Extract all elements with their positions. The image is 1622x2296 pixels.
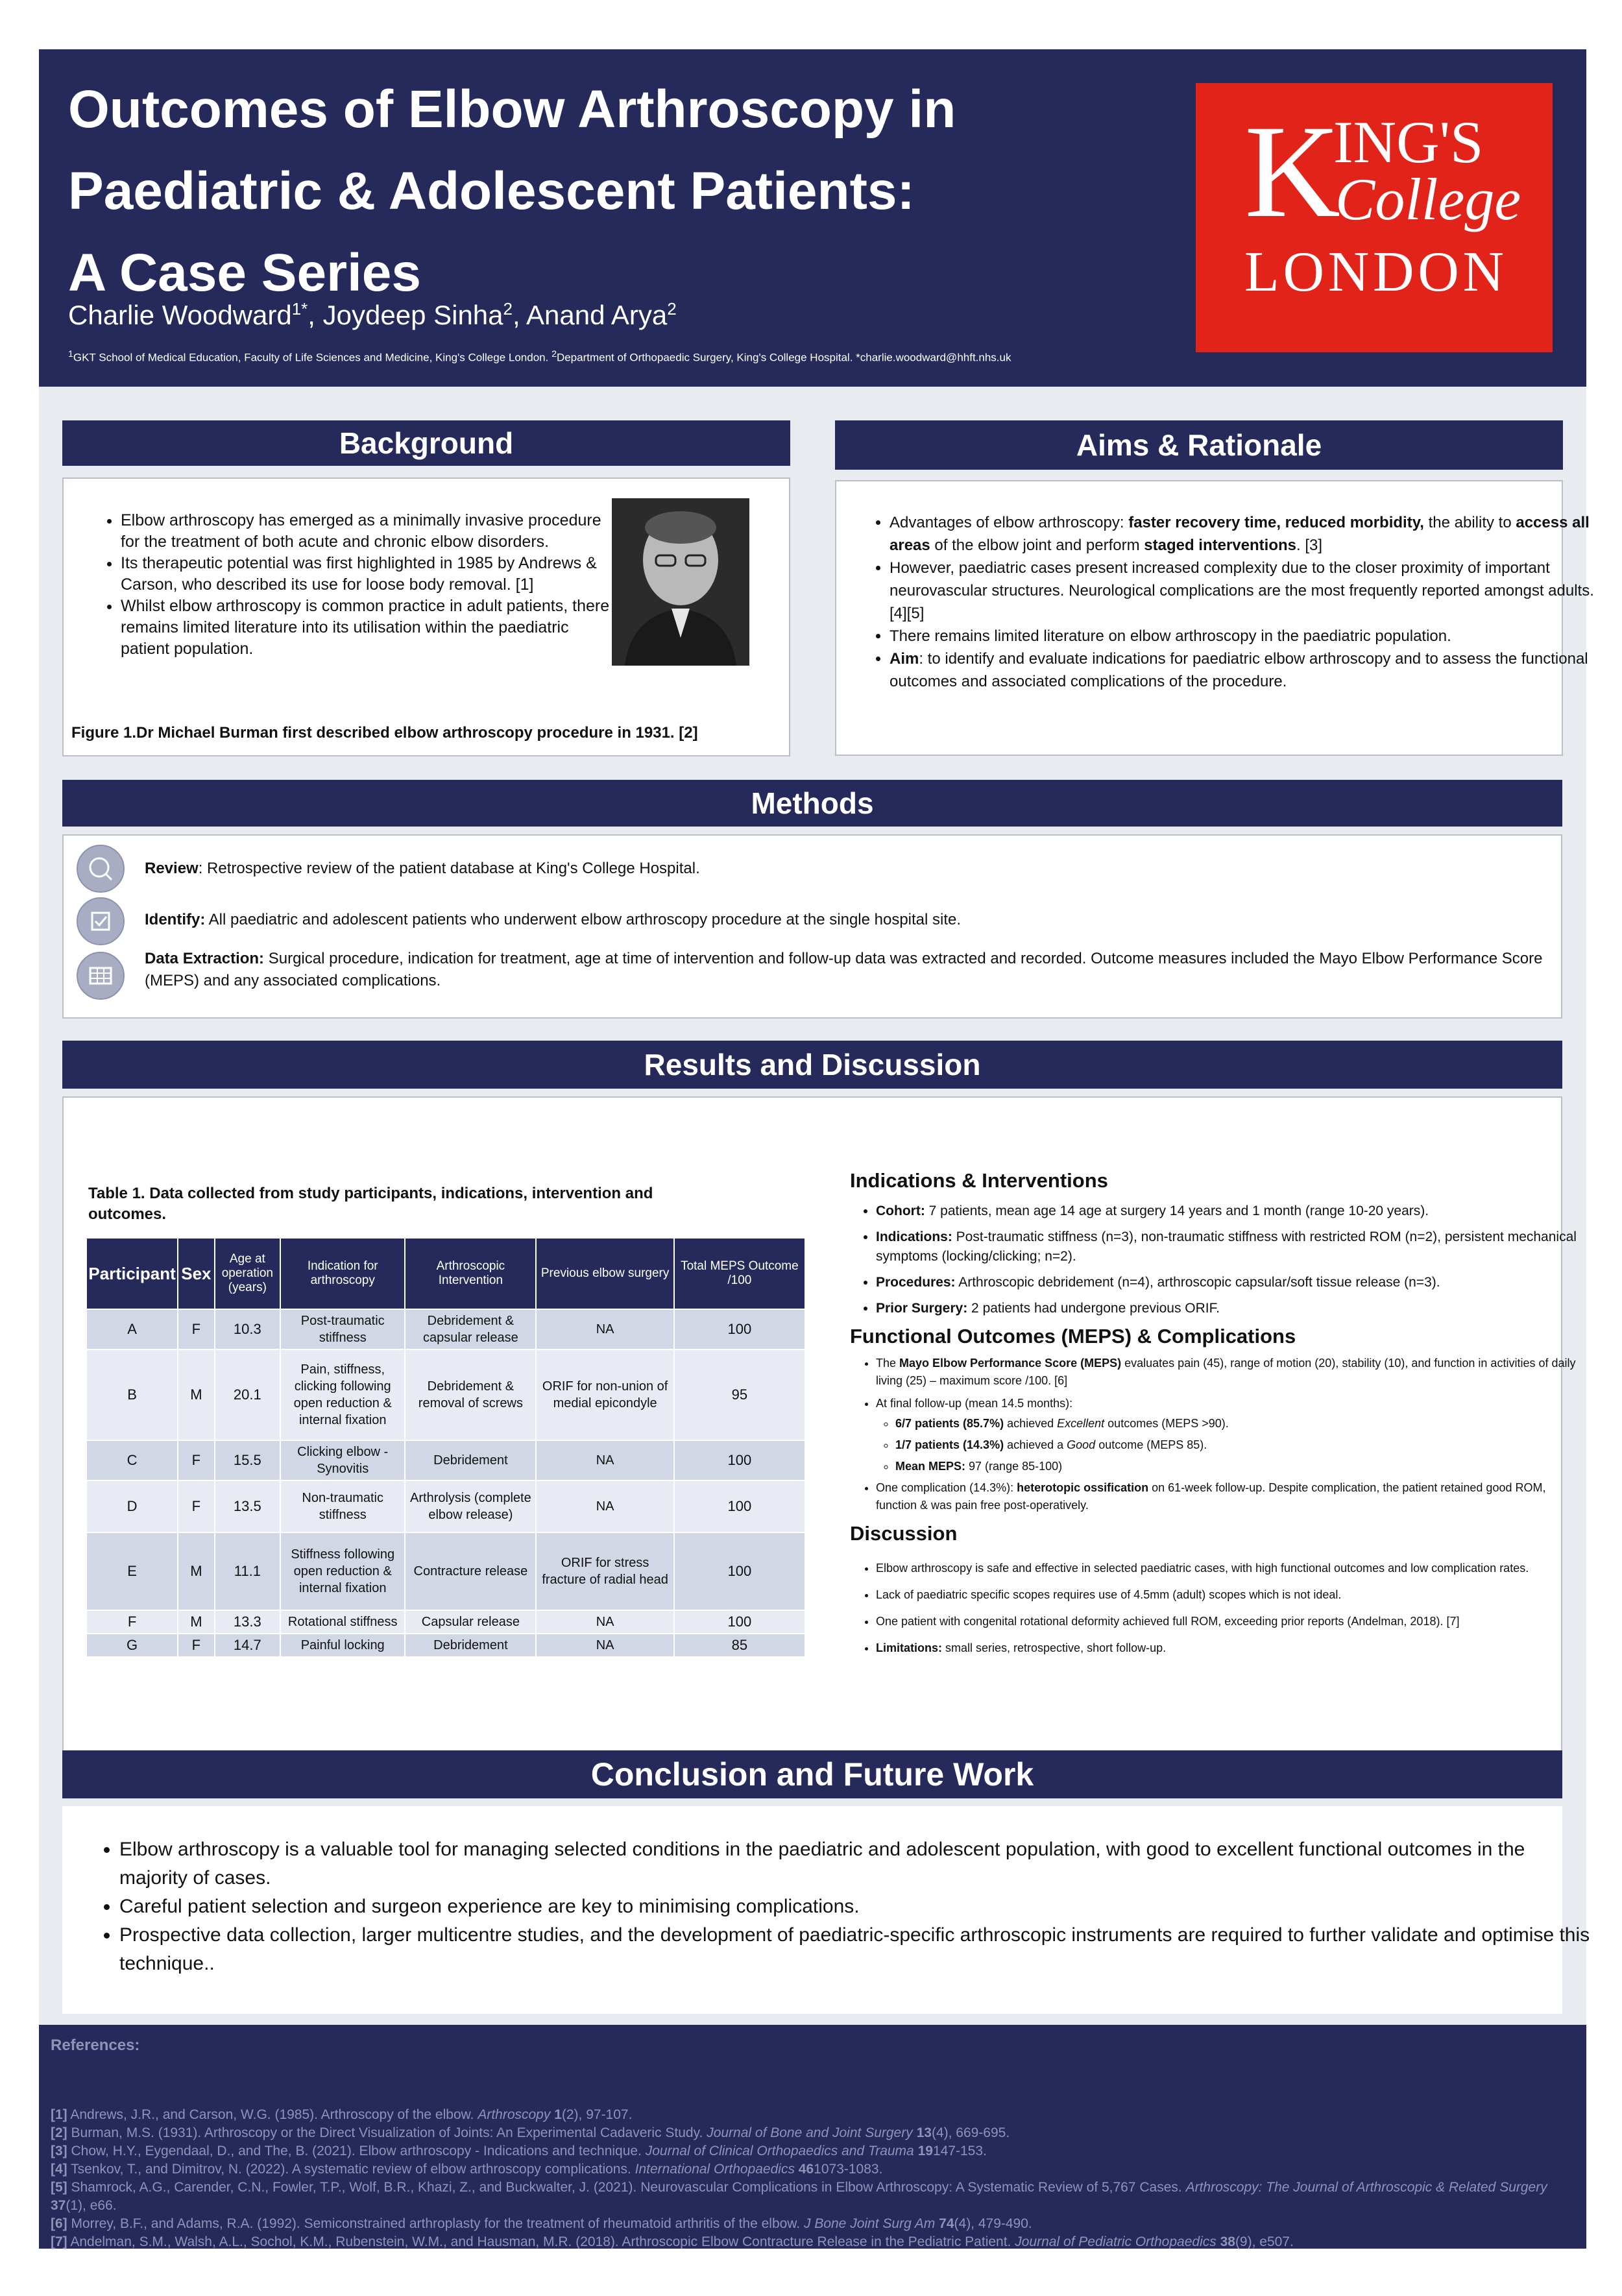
reference-item: [4] Tsenkov, T., and Dimitrov, N. (2022). A systematic review of elbow arthroscopy complications. International Orthopaedics 461073-1083.: [51, 2162, 883, 2177]
table-cell: 20.1: [215, 1349, 281, 1440]
list-item: • Aim: to identify and evaluate indications for paediatric elbow arthroscopy and to assess the functional outcomes and associated complications of the procedure.: [890, 647, 1606, 693]
methods-row: [77, 845, 1582, 897]
author-name: Joydeep Sinha: [322, 300, 503, 330]
table-cell: 14.7: [215, 1634, 281, 1657]
list-item: • Procedures: Arthroscopic debridement (n=4), arthroscopic capsular/soft tissue release (n=3).: [876, 1273, 1577, 1292]
table-cell: 15.5: [215, 1440, 281, 1480]
table-cell: 100: [674, 1610, 805, 1634]
table-cell: NA: [536, 1634, 673, 1657]
list-item: • Prior Surgery: 2 patients had undergone previous ORIF.: [876, 1299, 1577, 1318]
author-sup: 2: [503, 299, 513, 319]
logo-college: College: [1335, 166, 1521, 232]
references-list: [51, 2106, 1569, 2251]
list-item: • Indications: Post-traumatic stiffness (n=3), non-traumatic stiffness with restricted ROM (n=2), persistent mechanical symptoms (locking/clicking; n=2).: [876, 1227, 1577, 1266]
functional-outcomes-list: [850, 1355, 1577, 1514]
table-cell: F: [178, 1440, 214, 1480]
author-name: Anand Arya: [526, 300, 668, 330]
table-cell: F: [86, 1610, 178, 1634]
aims-panel: [835, 480, 1594, 756]
table-cell: E: [86, 1532, 178, 1610]
table-cell: 11.1: [215, 1532, 281, 1610]
table-cell: 13.5: [215, 1480, 281, 1532]
indications-list: [850, 1202, 1577, 1318]
results-panel: [62, 1096, 1577, 1763]
figure-caption: Figure 1.Dr Michael Burman first described elbow arthroscopy procedure in 1931. [2]: [71, 724, 698, 742]
background-heading: Background: [62, 420, 790, 466]
table-cell: F: [178, 1480, 214, 1532]
col-header: Previous elbow surgery: [536, 1238, 673, 1309]
col-header: Total MEPS Outcome /100: [674, 1238, 805, 1309]
table-cell: C: [86, 1440, 178, 1480]
list-item: • Elbow arthroscopy has emerged as a minimally invasive procedure for the treatment of both acute and chronic elbow disorders.: [121, 510, 620, 553]
table-cell: Pain, stiffness, clicking following open reduction & internal fixation: [280, 1349, 405, 1440]
list-item: • Whilst elbow arthroscopy is common practice in adult patients, there remains limited literature into its utilisation within the paediatric patient population.: [121, 596, 620, 660]
col-header: Indication for arthroscopy: [280, 1238, 405, 1309]
reference-item: [1] Andrews, J.R., and Carson, W.G. (1985). Arthroscopy of the elbow. Arthroscopy 1(2), 97-107.: [51, 2107, 633, 2122]
table-cell: Arthrolysis (complete elbow release): [405, 1480, 536, 1532]
table-row: [86, 1634, 805, 1657]
title-line-2: Paediatric & Adolescent Patients:: [68, 162, 915, 221]
author-sup: 1*: [291, 299, 308, 319]
table-cell: B: [86, 1349, 178, 1440]
table-cell: ORIF for non-union of medial epicondyle: [536, 1349, 673, 1440]
burman-portrait-photo: [612, 498, 749, 666]
list-item: • Limitations: small series, retrospective, short follow-up.: [876, 1639, 1577, 1657]
col-header: Age at operation (years): [215, 1238, 281, 1309]
reference-item: [5] Shamrock, A.G., Carender, C.N., Fowler, T.P., Wolf, B.R., Khazi, Z., and Buckwalter, J. (2021). Neurovascular Complications in Elbow Arthroscopy: A Systematic Review of 5,767 Cases. Arthroscopy: The Journal of Arthroscopic & Related Surgery 37(1), e66.: [51, 2180, 1547, 2213]
affil-text: GKT School of Medical Education, Faculty of Life Sciences and Medicine, King's College London.: [73, 351, 552, 364]
kings-college-logo-graphic: [1196, 83, 1553, 352]
table-row: [86, 1532, 805, 1610]
list-item: ◦ 1/7 patients (14.3%) achieved a Good outcome (MEPS 85).: [895, 1436, 1577, 1454]
table-cell: 100: [674, 1532, 805, 1610]
table-cell: 10.3: [215, 1309, 281, 1349]
list-item: ◦ Mean MEPS: 97 (range 85-100): [895, 1458, 1577, 1475]
table-cell: Contracture release: [405, 1532, 536, 1610]
affiliations: [68, 349, 1011, 365]
affil-sup: 2: [551, 349, 557, 359]
table-cell: Debridement & capsular release: [405, 1309, 536, 1349]
table-cell: M: [178, 1532, 214, 1610]
table-cell: NA: [536, 1480, 673, 1532]
background-panel: [62, 477, 790, 756]
table-row: [86, 1440, 805, 1480]
table-cell: M: [178, 1349, 214, 1440]
results-text-column: [850, 1169, 1577, 1657]
poster-header: [39, 49, 1586, 387]
table-icon: [77, 952, 125, 1000]
author-sup: 2: [667, 299, 677, 319]
methods-row: [77, 897, 1582, 949]
logo-k: K: [1244, 98, 1341, 245]
poster-title: [68, 69, 1171, 314]
table-cell: Rotational stiffness: [280, 1610, 405, 1634]
affil-sup: 1: [68, 349, 73, 359]
methods-row: [77, 948, 1582, 1006]
list-item: • Elbow arthroscopy is a valuable tool for managing selected conditions in the paediatric and adolescent population, with good to excellent functional outcomes in the majority of cases.: [119, 1835, 1592, 1892]
logo-london: LONDON: [1244, 241, 1504, 304]
table-cell: A: [86, 1309, 178, 1349]
portrait-graphic: [612, 498, 749, 666]
methods-text: Identify: All paediatric and adolescent patients who underwent elbow arthroscopy procedure at the single hospital site.: [145, 911, 962, 928]
list-item: • Elbow arthroscopy is safe and effective in selected paediatric cases, with high functional outcomes and low complication rates.: [876, 1560, 1577, 1577]
table-cell: Debridement & removal of screws: [405, 1349, 536, 1440]
discussion-list: [850, 1560, 1577, 1657]
list-item: • One patient with congenital rotational deformity achieved full ROM, exceeding prior reports (Andelman, 2018). [7]: [876, 1613, 1577, 1630]
author-name: Charlie Woodward: [68, 300, 292, 330]
list-item: • There remains limited literature on elbow arthroscopy in the paediatric population.: [890, 625, 1606, 647]
subheading-indications: Indications & Interventions: [850, 1169, 1108, 1192]
list-item: • Advantages of elbow arthroscopy: faster recovery time, reduced morbidity, the ability to access all areas of the elbow joint and perform staged interventions. [3]: [890, 511, 1606, 557]
table-cell: G: [86, 1634, 178, 1657]
table-caption: Table 1. Data collected from study participants, indications, intervention and outcomes.: [88, 1185, 653, 1223]
list-item: • Prospective data collection, larger multicentre studies, and the development of paediatric-specific arthroscopic instruments are required to further validate and optimise this technique..: [119, 1921, 1592, 1978]
table-cell: 100: [674, 1309, 805, 1349]
table-body: [86, 1309, 805, 1657]
table-header-row: [86, 1238, 805, 1309]
methods-text: Review: Retrospective review of the patient database at King's College Hospital.: [145, 860, 700, 877]
kings-college-logo: [1196, 83, 1553, 352]
conclusion-panel: [62, 1806, 1590, 2014]
table-cell: NA: [536, 1610, 673, 1634]
list-item: • The Mayo Elbow Performance Score (MEPS) evaluates pain (45), range of motion (20), stability (10), and function in activities of daily living (25) – maximum score /100. [6]: [876, 1355, 1577, 1390]
background-list: [82, 510, 620, 660]
reference-item: [2] Burman, M.S. (1931). Arthroscopy or the Direct Visualization of Joints: An Experimental Cadaveric Study. Journal of Bone and Joint Surgery 13(4), 669-695.: [51, 2125, 1010, 2140]
reference-item: [7] Andelman, S.M., Walsh, A.L., Sochol, K.M., Rubenstein, W.M., and Hausman, M.R. (2018). Arthroscopic Elbow Contracture Release in the Pediatric Patient. Journal of Pediatric Orthopaedics 38(9), e507.: [51, 2234, 1294, 2249]
conclusion-list: [80, 1835, 1592, 1978]
checkbox-icon: [77, 897, 125, 945]
methods-text: Data Extraction: Surgical procedure, indication for treatment, age at time of intervention and follow-up data was extracted and recorded. Outcome measures included the Mayo Elbow Performance Score (MEPS) and any associated complications.: [145, 950, 1543, 989]
table-cell: Debridement: [405, 1440, 536, 1480]
title-line-1: Outcomes of Elbow Arthroscopy in: [68, 80, 956, 139]
table-cell: Post-traumatic stiffness: [280, 1309, 405, 1349]
conclusion-heading: Conclusion and Future Work: [62, 1750, 1562, 1798]
reference-item: [6] Morrey, B.F., and Adams, R.A. (1992). Semiconstrained arthroplasty for the treatment of rheumatoid arthritis of the elbow. J Bone Joint Surg Am 74(4), 479-490.: [51, 2216, 1032, 2231]
table-cell: 100: [674, 1440, 805, 1480]
table-cell: NA: [536, 1440, 673, 1480]
results-table: [86, 1237, 806, 1658]
table-row: [86, 1610, 805, 1634]
list-item: • Its therapeutic potential was first highlighted in 1985 by Andrews & Carson, who described its use for loose body removal. [1]: [121, 553, 620, 596]
table-row: [86, 1309, 805, 1349]
table-row: [86, 1349, 805, 1440]
subheading-discussion: Discussion: [850, 1522, 958, 1545]
col-header: Arthroscopic Intervention: [405, 1238, 536, 1309]
logo-ings: ING'S: [1333, 109, 1484, 175]
table-cell: 95: [674, 1349, 805, 1440]
table-cell: 85: [674, 1634, 805, 1657]
table-cell: Stiffness following open reduction & internal fixation: [280, 1532, 405, 1610]
list-item: • Lack of paediatric specific scopes requires use of 4.5mm (adult) scopes which is not ideal.: [876, 1586, 1577, 1604]
col-header: Participant: [86, 1238, 178, 1309]
poster: [39, 49, 1594, 2249]
table-cell: Clicking elbow - Synovitis: [280, 1440, 405, 1480]
list-item: • However, paediatric cases present increased complexity due to the closer proximity of important neurovascular structures. Neurological complications are the most frequently reported amongst adults. [4][5]: [890, 557, 1606, 625]
table-cell: Non-traumatic stiffness: [280, 1480, 405, 1532]
search-icon: [77, 845, 125, 893]
reference-item: [3] Chow, H.Y., Eygendaal, D., and The, B. (2021). Elbow arthroscopy - Indications and technique. Journal of Clinical Orthopaedics and Trauma 19147-153.: [51, 2144, 987, 2158]
methods-panel: [62, 834, 1562, 1019]
table-cell: NA: [536, 1309, 673, 1349]
references-heading: References:: [51, 2036, 140, 2054]
table-cell: Painful locking: [280, 1634, 405, 1657]
followup-sublist: [876, 1415, 1577, 1475]
methods-heading: Methods: [62, 780, 1562, 827]
table-cell: 13.3: [215, 1610, 281, 1634]
table-cell: Capsular release: [405, 1610, 536, 1634]
list-item: • Cohort: 7 patients, mean age 14 age at surgery 14 years and 1 month (range 10-20 years).: [876, 1202, 1577, 1221]
table-cell: M: [178, 1610, 214, 1634]
table-row: [86, 1480, 805, 1532]
table-cell: F: [178, 1634, 214, 1657]
list-item: • At final follow-up (mean 14.5 months): ◦ 6/7 patients (85.7%) achieved Excellent outcomes (MEPS >90). ◦ 1/7 patients (14.3%) achieved a Good outcome (MEPS 85). ◦ Mean MEPS: 97 (range 85-100): [876, 1395, 1577, 1475]
aims-heading: Aims & Rationale: [835, 420, 1563, 470]
table-cell: ORIF for stress fracture of radial head: [536, 1532, 673, 1610]
table-cell: Debridement: [405, 1634, 536, 1657]
subheading-functional-outcomes: Functional Outcomes (MEPS) & Complications: [850, 1325, 1296, 1347]
col-header: Sex: [178, 1238, 214, 1309]
list-item: ◦ 6/7 patients (85.7%) achieved Excellent outcomes (MEPS >90).: [895, 1415, 1577, 1432]
list-item: • One complication (14.3%): heterotopic ossification on 61-week follow-up. Despite complication, the patient retained good ROM, function & was pain free post-operatively.: [876, 1479, 1577, 1514]
title-line-3: A Case Series: [68, 243, 421, 302]
author-list: Charlie Woodward$^{1*}$, Joydeep Sinha$^2$, Anand Arya$^2$: [68, 299, 677, 330]
aims-list: [851, 511, 1606, 693]
table-cell: F: [178, 1309, 214, 1349]
list-item: • Careful patient selection and surgeon experience are key to minimising complications.: [119, 1892, 1592, 1921]
affil-text: Department of Orthopaedic Surgery, King's College Hospital. *charlie.woodward@hhft.nhs.uk: [556, 351, 1011, 364]
references-section: [39, 2025, 1586, 2249]
table-cell: 100: [674, 1480, 805, 1532]
table-cell: D: [86, 1480, 178, 1532]
results-heading: Results and Discussion: [62, 1041, 1562, 1089]
